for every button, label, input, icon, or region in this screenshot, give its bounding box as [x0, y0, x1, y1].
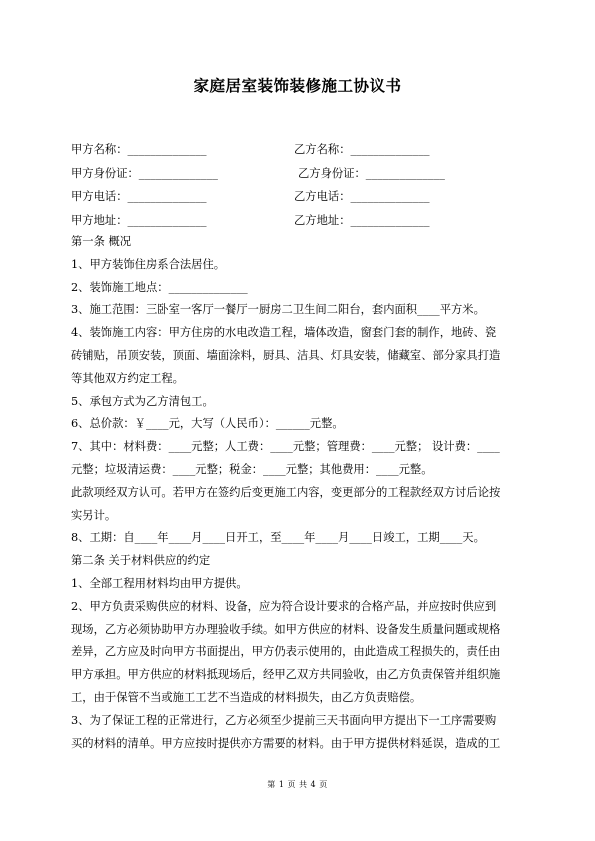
party-a-phone-field — [71, 185, 207, 209]
clause-line: 6、总价款：￥____元，大写（人民币）：______元整。 — [71, 417, 344, 431]
section-heading: 第一条 概况 — [71, 235, 132, 248]
party-info-block — [71, 138, 531, 232]
party-a-address-label: 甲方地址： — [71, 213, 128, 227]
clause-line: 等其他双方约定工程。 — [71, 371, 184, 385]
party-b-phone-blank: ______________ — [350, 190, 430, 203]
party-a-phone-blank: ______________ — [127, 190, 207, 203]
clause-line: 3、施工范围：三卧室一客厅一餐厅一厨房二卫生间二阳台，套内面积____平方米。 — [71, 303, 485, 317]
party-b-phone-field — [294, 185, 430, 209]
document-title: 家庭居室装饰装修施工协议书 — [193, 77, 402, 95]
party-row — [71, 162, 531, 186]
party-a-phone-label: 甲方电话： — [71, 190, 128, 203]
clause-line: 8、工期：自____年____月____日开工，至____年____月____日竣工，工期____天。 — [71, 531, 485, 545]
clause-line: 3、为了保证工程的正常进行，乙方必须至少提前三天书面向甲方提出下一工序需要购 — [71, 713, 497, 727]
clause-line: 1、甲方装饰住房系合法居住。 — [71, 257, 226, 271]
clause-line: 工，由于保管不当或施工工艺不当造成的材料损失，由乙方负责赔偿。 — [71, 690, 422, 704]
contract-body — [71, 231, 529, 755]
party-row — [71, 138, 531, 162]
party-b-name-label: 乙方名称： — [294, 143, 351, 156]
clause-line: 差异，乙方应及时向甲方书面提出，甲方仍表示使用的，由此造成工程损失的，责任由 — [71, 645, 501, 659]
party-a-address-field — [71, 209, 207, 233]
party-b-id-blank: ______________ — [365, 166, 445, 180]
clause-line: 甲方承担。甲方供应的材料抵现场后，经甲乙双方共同验收，由乙方负责保管并组织施 — [71, 668, 501, 682]
party-row — [71, 209, 531, 233]
clause-line: 砖铺贴，吊顶安装，顶面、墙面涂料，厨具、洁具、灯具安装，储藏室、部分家具打造 — [71, 348, 501, 362]
party-b-address-blank: ______________ — [350, 213, 430, 227]
party-b-id-field — [298, 162, 445, 186]
party-b-name-field — [294, 138, 430, 162]
party-b-phone-label: 乙方电话： — [294, 190, 351, 203]
party-b-name-blank: ______________ — [350, 143, 430, 156]
clause-line: 买的材料的清单。甲方应按时提供亦方需要的材料。由于甲方提供材料延误，造成的工 — [71, 736, 501, 750]
party-a-name-field — [71, 138, 207, 162]
party-a-id-blank: ______________ — [138, 166, 218, 180]
clause-line: 现场，乙方必须协助甲方办理验收手续。如甲方供应的材料、设备发生质量问题或规格 — [71, 622, 501, 636]
clause-line: 4、装饰施工内容：甲方住房的水电改造工程，墙体改造，窗套门套的制作，地砖、瓷 — [71, 326, 497, 340]
party-a-id-field — [71, 162, 218, 186]
party-row — [71, 185, 531, 209]
party-b-address-label: 乙方地址： — [294, 213, 351, 227]
clause-line: 2、甲方负责采购供应的材料、设备，应为符合设计要求的合格产品，并应按时供应到 — [71, 599, 497, 613]
page-footer: 第 1 页 共 4 页 — [267, 780, 328, 789]
party-b-id-label: 乙方身份证： — [298, 166, 366, 180]
section-heading: 第二条 关于材料供应的约定 — [71, 554, 211, 568]
party-a-name-label: 甲方名称： — [71, 143, 128, 156]
clause-line: 5、承包方式为乙方清包工。 — [71, 394, 214, 408]
clause-line: 7、其中：材料费：____元整；人工费：____元整；管理费：____元整； 设计费：____ — [71, 440, 500, 454]
party-a-address-blank: ______________ — [127, 213, 207, 227]
party-a-id-label: 甲方身份证： — [71, 166, 139, 180]
clause-line: 实另计。 — [71, 508, 117, 522]
clause-line: 此款项经双方认可。若甲方在签约后变更施工内容，变更部分的工程款经双方讨后论按 — [71, 485, 501, 499]
clause-line: 元整；垃圾清运费：____元整；税金：____元整；其他费用：____元整。 — [71, 462, 433, 476]
clause-line: 2、装饰施工地点：______________ — [71, 280, 248, 294]
party-a-name-blank: ______________ — [127, 143, 207, 156]
party-b-address-field — [294, 209, 430, 233]
clause-line: 1、全部工程用材料均由甲方提供。 — [71, 576, 248, 590]
